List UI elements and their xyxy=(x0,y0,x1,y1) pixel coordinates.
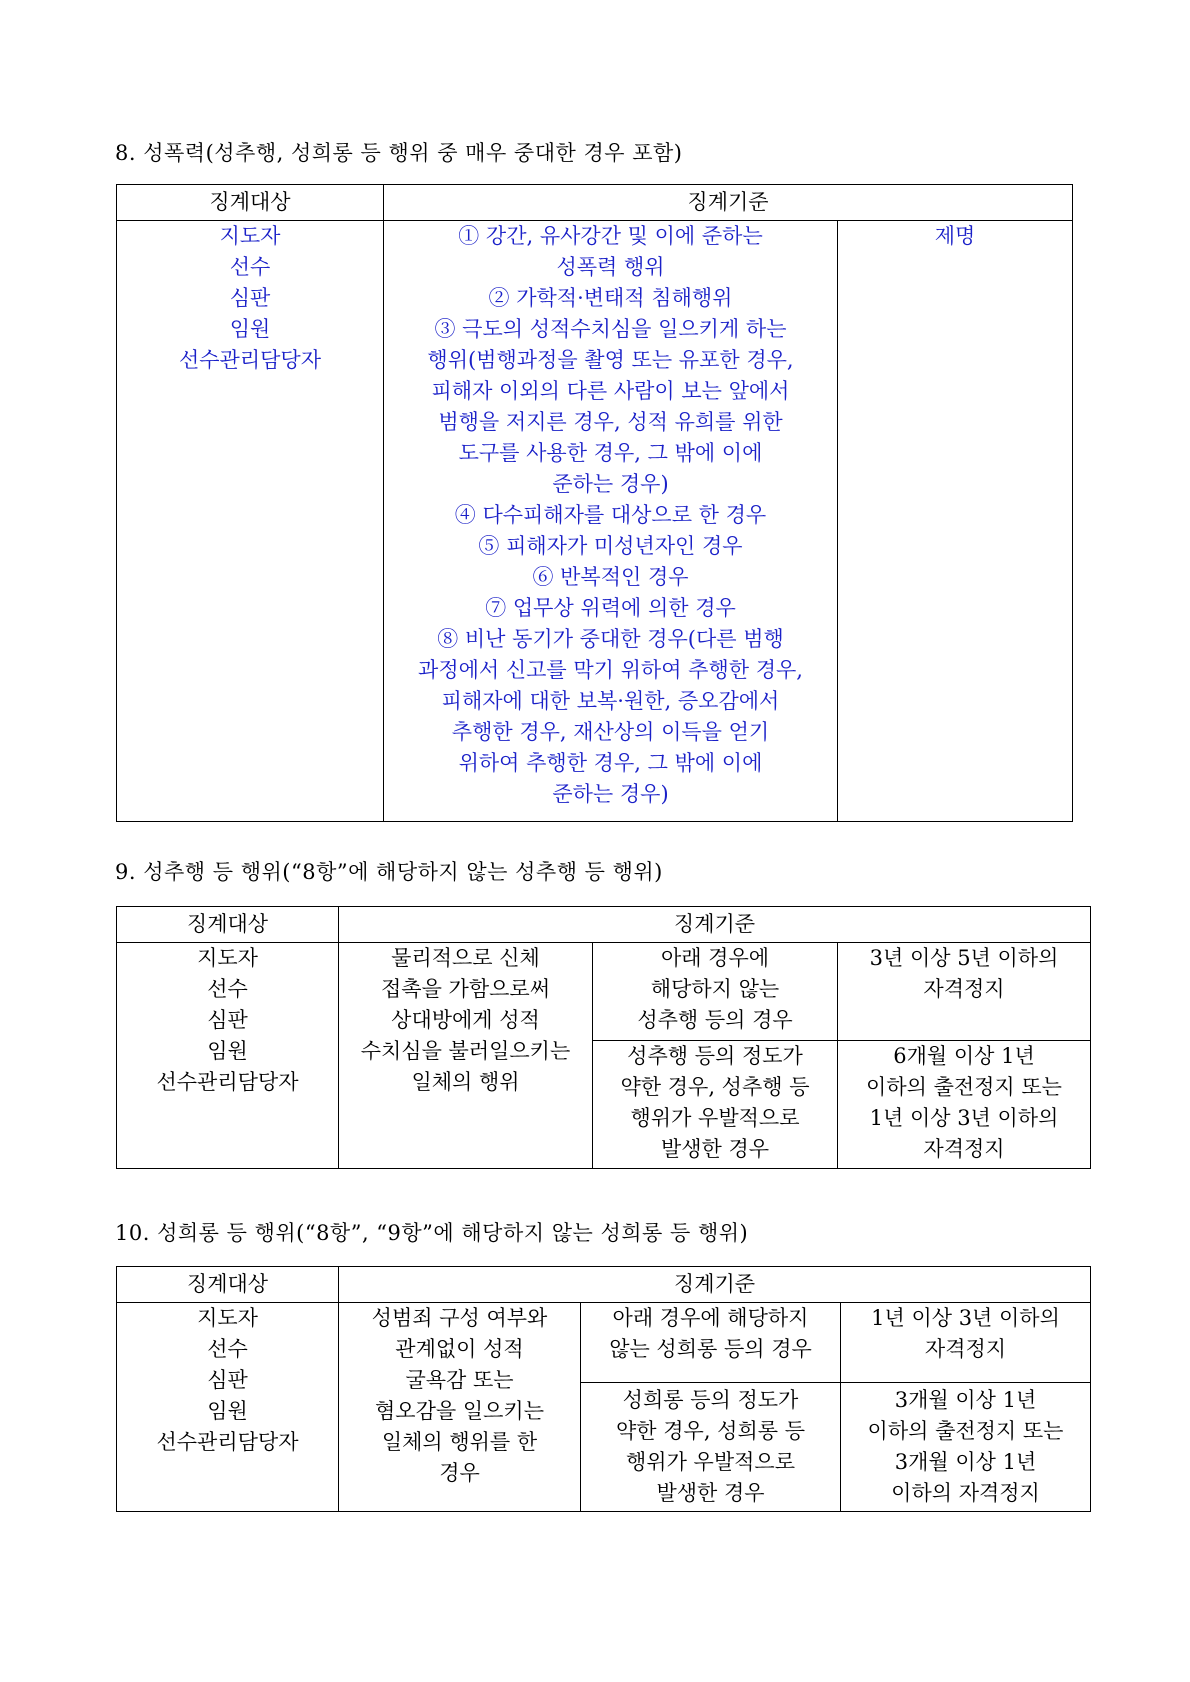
section-9-table xyxy=(116,906,1091,1169)
section-8-heading: 8. 성폭력(성추행, 성희롱 등 행위 중 매우 중대한 경우 포함) xyxy=(115,141,683,165)
col-header-criteria: 징계기준 xyxy=(339,1267,1091,1303)
case-minor: 성추행 등의 정도가 약한 경우, 성추행 등 행위가 우발적으로 발생한 경우 xyxy=(593,1041,838,1169)
col-header-target: 징계대상 xyxy=(117,1267,339,1303)
target-list: 지도자 선수 심판 임원 선수관리담당자 xyxy=(117,221,384,822)
target-list: 지도자 선수 심판 임원 선수관리담당자 xyxy=(117,1303,339,1512)
penalty-minor: 6개월 이상 1년 이하의 출전정지 또는 1년 이상 3년 이하의 자격정지 xyxy=(838,1041,1091,1169)
col-header-criteria: 징계기준 xyxy=(384,185,1073,221)
section-10-table xyxy=(116,1266,1091,1512)
penalty-text: 제명 xyxy=(838,221,1073,822)
case-general: 아래 경우에 해당하지 않는 성추행 등의 경우 xyxy=(593,943,838,1041)
case-minor: 성희롱 등의 정도가 약한 경우, 성희롱 등 행위가 우발적으로 발생한 경우 xyxy=(581,1383,841,1512)
penalty-minor: 3개월 이상 1년 이하의 출전정지 또는 3개월 이상 1년 이하의 자격정지 xyxy=(841,1383,1091,1512)
criteria-list: ① 강간, 유사강간 및 이에 준하는 성폭력 행위 ② 가학적·변태적 침해행위 ③ 극도의 성적수치심을 일으키게 하는 행위(범행과정을 촬영 또는 유포한 경우, 피해자 이외의 다른 사람이 보는 앞에서 범행을 저지른 경우, 성적 유희를 위한 도구를 사용한 경우, 그 밖에 이에 준하는 경우) ④ 다수피해자를 대상으로 한 경우 ⑤ 피해자가 미성년자인 경우 ⑥ 반복적인 경우 ⑦ 업무상 위력에 의한 경우 ⑧ 비난 동기가 중대한 경우(다른 범행 과정에서 신고를 막기 위하여 추행한 경우, 피해자에 대한 보복·원한, 증오감에서 추행한 경우, 재산상의 이득을 얻기 위하여 추행한 경우, 그 밖에 이에 준하는 경우) xyxy=(384,221,838,822)
behavior-definition: 물리적으로 신체 접촉을 가함으로써 상대방에게 성적 수치심을 불러일으키는 일체의 행위 xyxy=(339,943,593,1169)
section-8-table xyxy=(116,184,1073,822)
target-list: 지도자 선수 심판 임원 선수관리담당자 xyxy=(117,943,339,1169)
col-header-target: 징계대상 xyxy=(117,185,384,221)
section-10-heading: 10. 성희롱 등 행위(“8항”, “9항”에 해당하지 않는 성희롱 등 행위) xyxy=(115,1221,749,1245)
penalty-general: 1년 이상 3년 이하의 자격정지 xyxy=(841,1303,1091,1383)
behavior-definition: 성범죄 구성 여부와 관계없이 성적 굴욕감 또는 혐오감을 일으키는 일체의 행위를 한 경우 xyxy=(339,1303,581,1512)
case-general: 아래 경우에 해당하지 않는 성희롱 등의 경우 xyxy=(581,1303,841,1383)
penalty-general: 3년 이상 5년 이하의 자격정지 xyxy=(838,943,1091,1041)
section-9-heading: 9. 성추행 등 행위(“8항”에 해당하지 않는 성추행 등 행위) xyxy=(115,860,663,884)
col-header-criteria: 징계기준 xyxy=(339,907,1091,943)
col-header-target: 징계대상 xyxy=(117,907,339,943)
